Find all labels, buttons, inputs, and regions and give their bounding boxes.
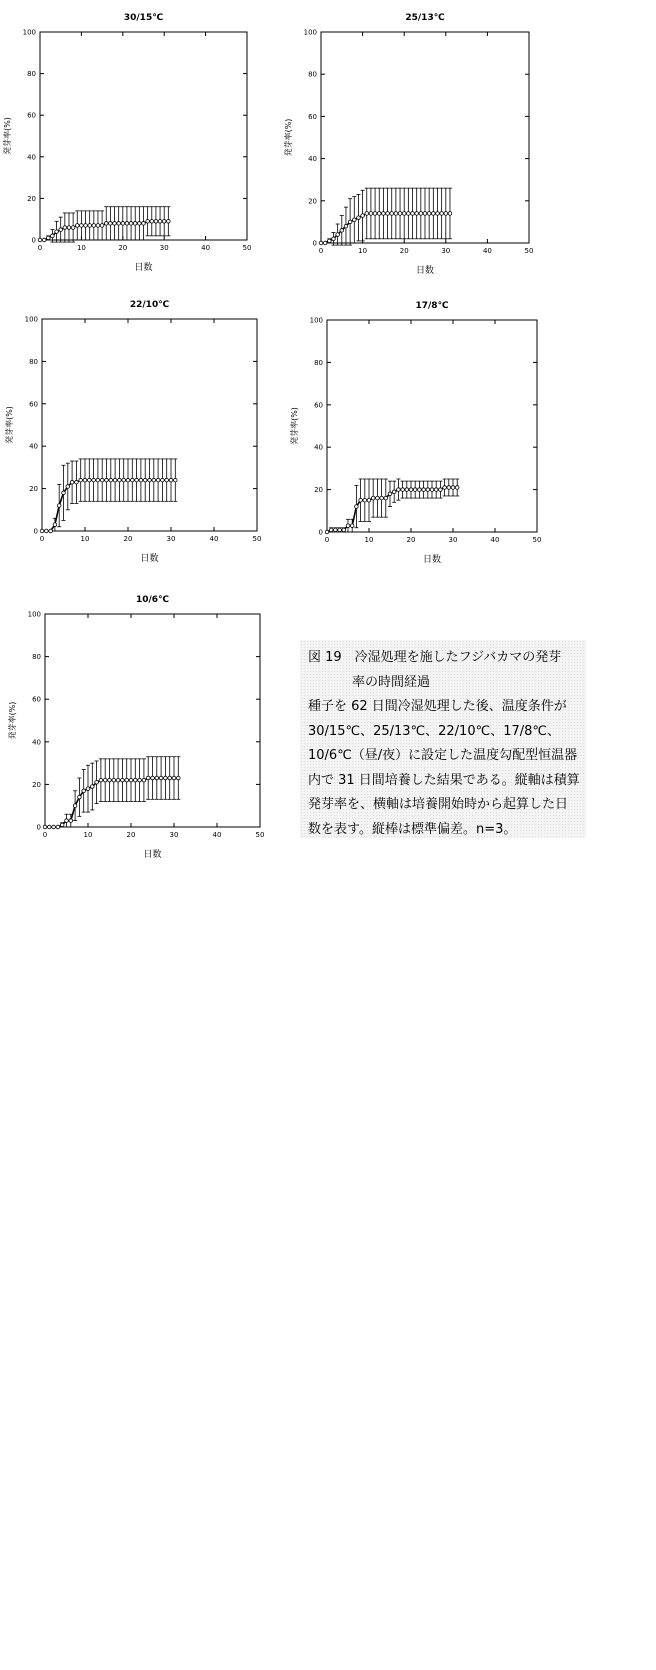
y-tick-label: 40 [27, 153, 36, 162]
data-point [334, 528, 338, 532]
y-tick-label: 20 [29, 485, 38, 494]
y-axis-label: 発芽率(%) [290, 407, 299, 445]
x-tick-label: 50 [252, 535, 262, 543]
y-axis-label: 発芽率(%) [3, 117, 12, 155]
x-axis-label: 日数 [134, 263, 153, 273]
data-point [413, 488, 417, 492]
data-point [439, 488, 443, 492]
y-tick-label: 40 [32, 738, 41, 747]
data-point [397, 488, 401, 492]
y-tick-label: 100 [22, 28, 36, 37]
x-tick-label: 10 [76, 244, 86, 252]
data-point [422, 488, 426, 492]
chart-title: 25/13℃ [405, 13, 445, 23]
y-tick-label: 20 [32, 780, 41, 789]
data-point [376, 496, 380, 500]
chart-10-6 [0, 0, 300, 900]
data-point [455, 486, 459, 490]
data-point [388, 492, 392, 496]
x-tick-label: 10 [358, 247, 368, 255]
data-point [146, 776, 150, 780]
chart-title: 10/6℃ [136, 595, 169, 605]
chart-title: 30/15℃ [123, 13, 164, 23]
data-point [350, 524, 354, 528]
data-point [405, 488, 409, 492]
x-tick-label: 30 [169, 831, 179, 839]
caption-title-line1: 図 19 冷湿処理を施したフジバカマの発芽 [308, 650, 562, 665]
data-point [69, 819, 73, 823]
x-tick-label: 30 [441, 247, 451, 255]
x-tick-label: 40 [482, 247, 492, 255]
y-tick-label: 20 [27, 194, 36, 203]
data-point [48, 825, 52, 829]
x-tick-label: 40 [212, 831, 222, 839]
chart-title: 22/10℃ [129, 300, 170, 310]
data-point [95, 780, 99, 784]
data-point [426, 488, 430, 492]
y-tick-label: 80 [308, 70, 317, 79]
data-point [99, 778, 103, 782]
data-point [73, 804, 77, 808]
figure-caption [300, 640, 586, 838]
x-tick-label: 30 [159, 244, 169, 252]
x-tick-label: 40 [201, 244, 211, 252]
data-point [121, 778, 125, 782]
data-point [371, 496, 375, 500]
data-point [346, 524, 350, 528]
data-point [430, 488, 434, 492]
y-tick-label: 0 [36, 823, 41, 832]
x-tick-label: 50 [242, 244, 252, 252]
x-tick-label: 40 [490, 536, 500, 544]
y-tick-label: 80 [27, 70, 36, 79]
y-tick-label: 60 [32, 695, 41, 704]
x-tick-label: 50 [532, 536, 542, 544]
data-point [134, 778, 138, 782]
y-tick-label: 40 [29, 442, 38, 451]
data-point [418, 488, 422, 492]
data-point [155, 776, 159, 780]
y-tick-label: 60 [29, 400, 38, 409]
y-tick-label: 60 [314, 401, 323, 410]
data-point [401, 488, 405, 492]
data-point [380, 496, 384, 500]
y-tick-label: 20 [314, 486, 323, 495]
data-point [164, 776, 168, 780]
data-point [177, 776, 181, 780]
x-tick-label: 10 [83, 831, 93, 839]
x-tick-label: 0 [39, 535, 45, 543]
data-point [43, 825, 47, 829]
x-tick-label: 40 [209, 535, 219, 543]
x-tick-label: 20 [118, 244, 128, 252]
y-axis-label: 発芽率(%) [284, 118, 293, 157]
x-tick-label: 50 [524, 247, 534, 255]
data-point [329, 528, 333, 532]
data-point [325, 530, 329, 534]
y-tick-label: 40 [314, 443, 323, 452]
x-tick-label: 20 [123, 535, 133, 543]
y-tick-label: 0 [312, 239, 317, 248]
data-point [151, 776, 155, 780]
x-tick-label: 50 [255, 831, 265, 839]
y-tick-label: 20 [308, 197, 317, 206]
x-tick-label: 10 [80, 535, 90, 543]
data-point [91, 785, 95, 789]
y-tick-label: 60 [308, 112, 317, 121]
data-point [355, 505, 359, 509]
data-point [65, 819, 69, 823]
x-axis-label: 日数 [422, 555, 442, 565]
x-tick-label: 30 [166, 535, 176, 543]
data-point [138, 778, 142, 782]
data-point [363, 498, 367, 502]
x-tick-label: 0 [37, 244, 43, 252]
x-tick-label: 30 [448, 536, 458, 544]
y-tick-label: 0 [33, 527, 38, 536]
data-point [103, 778, 107, 782]
x-axis-label: 日数 [415, 266, 435, 276]
data-point [125, 778, 129, 782]
x-tick-label: 0 [318, 247, 324, 255]
data-point [108, 778, 112, 782]
data-point [60, 823, 64, 827]
data-point [392, 490, 396, 494]
caption-body: 種子を 62 日間冷湿処理した後、温度条件が 30/15℃、25/13℃、22/10℃、17/8℃、10/6℃（昼/夜）に設定した温度勾配型恒温器内で 31 日間培養した結果である。縦軸は積算発芽率を、横軸は培養開始時から起算した日数を表す。縦棒は標準偏差。n=3。 [308, 699, 580, 837]
y-tick-label: 80 [29, 357, 38, 366]
data-point [142, 778, 146, 782]
data-point [168, 776, 172, 780]
data-point [82, 789, 86, 793]
x-tick-label: 20 [399, 247, 409, 255]
data-point [451, 486, 455, 490]
data-point [447, 486, 451, 490]
data-point [338, 528, 342, 532]
data-point [409, 488, 413, 492]
x-tick-label: 0 [324, 536, 330, 544]
y-axis-label: 発芽率(%) [5, 406, 14, 444]
x-axis-label: 日数 [143, 850, 162, 860]
data-point [434, 488, 438, 492]
data-point [112, 778, 116, 782]
x-tick-label: 10 [364, 536, 374, 544]
x-axis-label: 日数 [140, 554, 159, 564]
y-tick-label: 100 [27, 610, 41, 619]
data-point [159, 776, 163, 780]
caption-title [308, 646, 580, 695]
y-tick-label: 100 [309, 316, 323, 325]
data-point [443, 486, 447, 490]
data-point [367, 498, 371, 502]
y-tick-label: 100 [303, 28, 317, 37]
x-tick-label: 20 [126, 831, 136, 839]
y-tick-label: 80 [314, 358, 323, 367]
chart-title: 17/8℃ [415, 301, 449, 311]
x-tick-label: 0 [42, 831, 48, 839]
data-point [359, 498, 363, 502]
y-tick-label: 0 [318, 528, 323, 537]
x-tick-label: 20 [406, 536, 416, 544]
caption-title-line2: 率の時間経過 [352, 674, 431, 690]
data-point [129, 778, 133, 782]
y-tick-label: 100 [24, 315, 38, 324]
data-point [172, 776, 176, 780]
data-point [116, 778, 120, 782]
data-point [342, 528, 346, 532]
y-tick-label: 40 [308, 155, 317, 164]
data-point [56, 825, 60, 829]
data-point [86, 787, 90, 791]
y-tick-label: 60 [27, 111, 36, 120]
data-point [78, 795, 82, 799]
y-axis-label: 発芽率(%) [8, 701, 17, 740]
data-point [52, 825, 56, 829]
y-tick-label: 80 [32, 653, 41, 662]
y-tick-label: 0 [31, 236, 36, 245]
data-point [384, 496, 388, 500]
